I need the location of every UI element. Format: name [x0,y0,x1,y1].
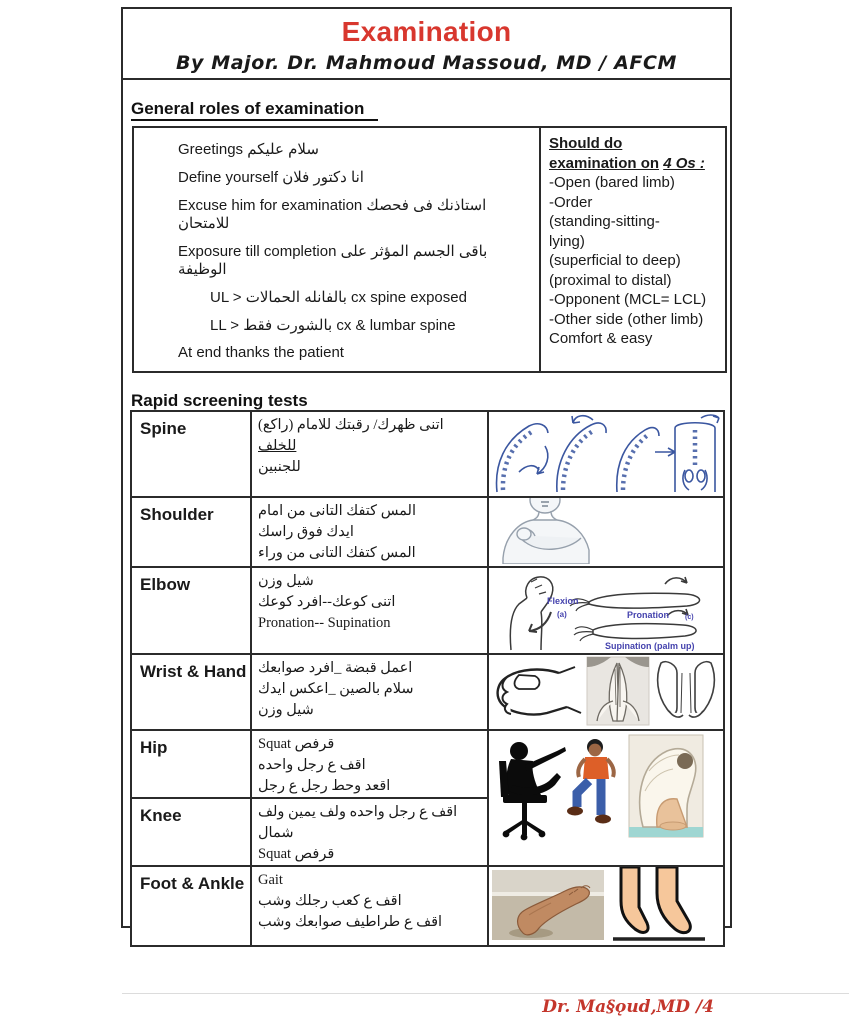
foot-ankle-svg [489,867,721,943]
instruction-line: شمال [258,825,294,842]
joint-name-cell: Elbow [131,567,251,654]
instruction-cell [251,798,488,866]
wrist-hand-svg [489,655,721,727]
page-title: Examination [341,16,512,47]
table-row-hip [131,730,724,798]
examination-step: At end thanks the patient [178,344,344,361]
examination-step: Exposure till completion باقى الجسم المؤثر على الوظيفة [178,243,488,278]
instruction-line: قرفص Squat [258,846,335,863]
footer-divider [122,993,849,994]
instruction-cell [251,567,488,654]
page-subtitle: By Major. Dr. Mahmoud Massoud, MD / AFCM [175,52,678,74]
instruction-line: Gait [258,872,283,889]
squatting-figure-illustration [629,735,703,837]
examination-step: Define yourself انا دكتور فلان [178,169,364,186]
joint-name-cell: Shoulder [131,497,251,567]
instruction-cell [251,730,488,798]
instruction-line: شيل وزن [258,573,314,589]
section-heading-rapid-screening: Rapid screening tests [131,391,322,413]
side-note-line: -Opponent (MCL= LCL) [549,291,707,308]
instruction-cell [251,654,488,730]
side-note-line: (proximal to distal) [549,271,672,289]
heel-stand-photo-illustration [492,870,604,940]
side-note-heading-line2 [549,154,717,174]
instruction-line: Pronation-- Supination [258,615,391,632]
fist-illustration [498,667,581,715]
side-note-heading-underlined: examination on [549,154,660,172]
title-block [123,9,730,80]
joint-name-cell: Foot & Ankle [131,866,251,946]
spine-flexion-illustration [488,411,724,497]
examination-step: Excuse him for examination استاذنك فى فحصك للامتحان [178,197,487,232]
seated-silhouette-illustration [499,742,566,840]
joint-name-cell: Knee [131,798,251,866]
elbow-motion-illustration [488,567,724,654]
flexion-sub-label: (a) [557,610,567,619]
wrist-hand-illustration [488,654,724,730]
side-note-4os [539,128,725,371]
instruction-cell [251,866,488,946]
table-row-shoulder [131,497,724,567]
pronation-sub-label: (c) [685,614,694,621]
instruction-line: اقف ع طراطيف صوابعك وشب [258,914,443,931]
reverse-prayer-hands-illustration [658,662,715,717]
shoulder-touch-illustration [488,497,724,567]
hip-knee-svg [489,731,721,841]
standing-one-leg-cartoon [567,739,614,824]
examination-steps-box [132,126,727,373]
prayer-hands-illustration [587,657,649,725]
side-note-line: lying) [549,232,585,250]
spine-sketch-svg [489,412,721,494]
instruction-line: اتنى ظهرك/ رقبتك للامام (راكع) [258,417,444,433]
instruction-line: للخلف [258,438,297,455]
footer-author-page: Dr. Ma§ǫud,MD /4 [542,997,714,1017]
elbow-diagram-svg [489,568,721,651]
side-note-line: (standing-sitting- [549,213,660,230]
joint-name-cell: Wrist & Hand [131,654,251,730]
examination-step: Greetings سلام عليكم [178,141,319,158]
instruction-line: للجنبين [258,459,301,476]
pronation-label: Pronation [627,610,669,620]
instruction-cell [251,411,488,497]
instruction-line: اقف ع كعب رجلك وشب [258,893,402,910]
instruction-line: شيل وزن [258,702,314,719]
instruction-line: المس كتفك التانى من امام [258,503,417,519]
side-note-line: -Other side (other limb) [549,310,704,328]
table-row-wrist-hand [131,654,724,730]
instruction-line: اتنى كوعك--افرد كوعك [258,594,396,611]
joint-name-cell: Hip [131,730,251,798]
screening-table [130,410,725,947]
shoulder-sketch-svg [489,498,721,564]
side-note-line: Comfort & easy [549,330,653,347]
side-note-line: (superficial to deep) [549,252,681,269]
side-note-line: -Order [549,193,593,211]
side-note-heading-text: Should do [549,135,623,152]
instruction-line: اقف ع رجل واحده [258,757,366,774]
foot-ankle-illustration [488,866,724,946]
examination-steps-list [134,128,539,371]
instruction-line: اقف ع رجل واحده ولف يمين ولف [258,804,458,821]
supination-label: Supination (palm up) [605,641,695,651]
flexion-label: Flexion [547,596,579,606]
joint-name-cell: Spine [131,411,251,497]
table-row-elbow [131,567,724,654]
instruction-line: قرفص Squat [258,736,335,752]
tiptoe-feet-cartoon [613,867,705,939]
table-row-foot-ankle [131,866,724,946]
hip-knee-illustration [488,730,724,866]
instruction-line: ايدك فوق راسك [258,524,354,541]
side-note-line: -Open (bared limb) [549,174,675,191]
instruction-cell [251,497,488,567]
instruction-line: اعمل قبضة _افرد صوابعك [258,660,413,676]
examination-step: UL > بالفانله الحمالات cx spine exposed [210,289,467,306]
side-note-heading-line1 [549,134,717,154]
side-note-heading-italic: 4 Os : [663,154,705,172]
instruction-line: سلام بالصين _اعكس ايدك [258,681,414,698]
table-row-spine [131,411,724,497]
section-heading-general-roles: General roles of examination [131,99,378,121]
instruction-line: اقعد وحط رجل ع رجل [258,778,391,795]
instruction-line: المس كتفك التانى من وراء [258,545,416,562]
examination-step: LL > بالشورت فقط cx & lumbar spine [210,317,456,334]
